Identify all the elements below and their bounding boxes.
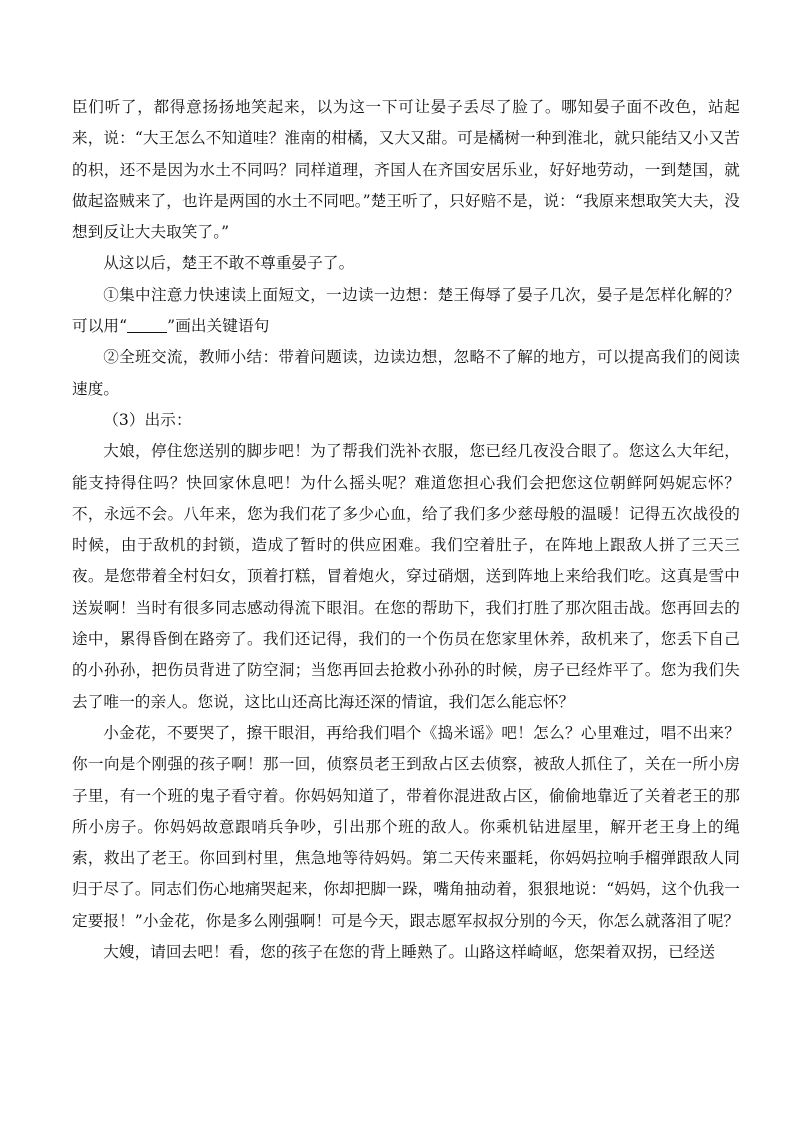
paragraph-task-two: ②全班交流，教师小结：带着问题读，边读边想，忽略不了解的地方，可以提高我们的阅读速度。 (72, 348, 740, 398)
paragraph-task-one (72, 280, 740, 343)
paragraph-grandma: 大娘，停住您送别的脚步吧！为了帮我们洗补衣服，您已经几夜没合眼了。您这么大年纪，能支持得住吗？快回家休息吧！为什么摇头呢？难道您担心我们会把您这位朝鲜阿妈妮忘怀？不，永远不会。八年来，您为我们花了多少心血，给了我们多少慈母般的温暖！记得五次战役的时候，由于敌机的封锁，造成了暂时的供应困难。我们空着肚子，在阵地上跟敌人拼了三天三夜。是您带着全村妇女，顶着打糕，冒着炮火，穿过硝烟，送到阵地上来给我们吃。这真是雪中送炭啊！当时有很多同志感动得流下眼泪。在您的帮助下，我们打胜了那次阻击战。您再回去的途中，累得昏倒在路旁了。我们还记得，我们的一个伤员在您家里休养，敌机来了，您丢下自己的小孙孙，把伤员背进了防空洞；当您再回去抢救小孙孙的时候，房子已经炸平了。您为我们失去了唯一的亲人。您说，这比山还高比海还深的情谊，我们怎么能忘怀？ (72, 442, 740, 711)
paragraph-conclusion: 从这以后，楚王不敢不尊重晏子了。 (103, 254, 355, 273)
task-one-text: ①集中注意力快速读上面短文，一边读一边想：楚王侮辱了晏子几次，晏子是怎样化解的？可以用“ (72, 285, 740, 336)
paragraph-show-heading: （3）出示： (103, 410, 192, 429)
paragraph-story-ending: 臣们听了，都得意扬扬地笑起来，以为这一下可让晏子丢尽了脸了。哪知晏子面不改色，站起来，说：“大王怎么不知道哇？淮南的柑橘，又大又甜。可是橘树一种到淮北，就只能结又小又苦的枳，还不是因为水土不同吗？同样道理，齐国人在齐国安居乐业，好好地劳动，一到楚国，就做起盗贼来了，也许是两国的水土不同吧。”楚王听了，只好赔不是，说：“我原来想取笑大夫，没想到反让大夫取笑了。” (72, 98, 740, 242)
task-one-text-after: ”画出关键语句 (167, 317, 270, 336)
paragraph-xiaojinhua: 小金花，不要哭了，擦干眼泪，再给我们唱个《捣米谣》吧！怎么？心里难过，唱不出来？你一向是个刚强的孩子啊！那一回，侦察员老王到敌占区去侦察，被敌人抓住了，关在一所小房子里，有一个班的鬼子看守着。你妈妈知道了，带着你混进敌占区，偷偷地靠近了关着老王的那所小房子。你妈妈故意跟哨兵争吵，引出那个班的敌人。你乘机钻进屋里，解开老王身上的绳索，救出了老王。你回到村里，焦急地等待妈妈。第二天传来噩耗，你妈妈拉响手榴弹跟敌人同归于尽了。同志们伤心地痛哭起来，你却把脚一跺，嘴角抽动着，狠狠地说：“妈妈，这个仇我一定要报！”小金花，你是多么刚强啊！可是今天，跟志愿军叔叔分别的今天，你怎么就落泪了呢？ (72, 723, 740, 930)
document-page (72, 92, 740, 968)
paragraph-sister-in-law: 大嫂，请回去吧！看，您的孩子在您的背上睡熟了。山路这样崎岖，您架着双拐，已经送 (103, 943, 716, 962)
underline-blank (127, 316, 167, 333)
